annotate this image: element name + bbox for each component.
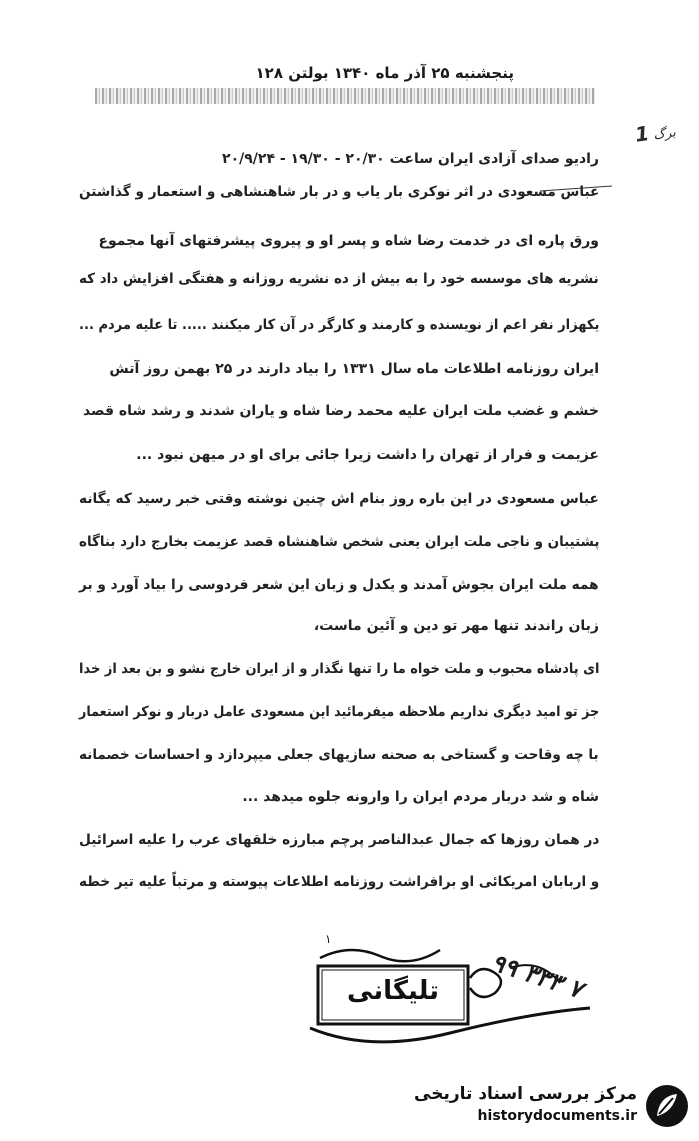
body-line: یکهزار نفر اعم از نویسنده و کارمند و کارگر در آن کار میکنند ..... تا علیه مردم ... (78, 317, 599, 333)
body-line: پشتیبان و ناجی ملت ایران یعنی شخص شاهنشاه قصد عزیمت بخارج دارد بناگاه (78, 534, 599, 550)
body-line: ای پادشاه محبوب و ملت خواه ما را تنها نگذار و از ایران خارج نشو و بن بعد از خدا (78, 661, 599, 677)
body-line: ایران روزنامه اطلاعات ماه سال ۱۳۳۱ را بیاد دارند در ۲۵ بهمن روز آتش (109, 361, 599, 377)
page-mark-number: 1 (633, 120, 651, 147)
body-line: و اربابان امریکائی او برافراشت روزنامه اطلاعات پیوسته و مرتباً علیه تیر خطه (78, 874, 599, 890)
body-line: جز تو امید دیگری نداریم ملاحظه میفرمائید این مسعودی عامل دربار و نوکر استعمار (78, 704, 599, 720)
logo-url[interactable]: historydocuments.ir (477, 1108, 637, 1124)
archive-leaf-icon (643, 1082, 691, 1134)
body-line: همه ملت ایران بجوش آمدند و یکدل و زبان این شعر فردوسی را بیاد آورد و بر (79, 577, 599, 593)
small-number-mark: ۱ (325, 932, 332, 946)
body-line: عباس مسعودی در اثر نوکری بار یاب و در بار شاهنشاهی و استعمار و گذاشتن (78, 184, 599, 200)
archive-logo (405, 1080, 695, 1140)
body-line: با چه وقاحت و گستاخی به صحنه سازیهای جعلی میپردازد و احساسات خصمانه (79, 747, 599, 763)
body-line: عزیمت و فرار از تهران را داشت زیرا جائی برای او در میهن نبود ... (136, 447, 599, 463)
logo-title: مرکز بررسی اسناد تاریخی (414, 1084, 637, 1104)
body-line: رادیو صدای آزادی ایران ساعت ۲۰/۳۰ - ۱۹/۳۰ - ۲۰/۹/۲۴ (222, 151, 599, 167)
body-line: شاه و شد دربار مردم ایران را وارونه جلوه میدهد ... (242, 789, 599, 805)
body-line: خشم و غضب ملت ایران علیه محمد رضا شاه و یاران شدند و رشد شاه قصد (82, 403, 599, 419)
page-mark-label: برگ (652, 125, 677, 144)
body-line: ورق پاره ای در خدمت رضا شاه و پسر او و پیروی پیشرفتهای آنها مجموع (98, 233, 599, 249)
page-mark (634, 117, 677, 146)
body-line: زبان راندند تنها مهر تو دین و آئین ماست، (313, 618, 599, 634)
signature-stamp (290, 938, 620, 1062)
document-header: پنجشنبه ۲۵ آذر ماه ۱۳۴۰ بولتن ۱۲۸ (255, 64, 514, 82)
handwritten-number: ۹۹ ۳۳۳ ۷ (487, 948, 587, 1004)
body-line: عباس مسعودی در این باره روز بنام اش چنین نوشته وقتی خبر رسید که یگانه (79, 491, 599, 507)
redacted-line (95, 88, 595, 104)
stamp-text: تلیگانی (347, 976, 439, 1006)
body-line: نشریه های موسسه خود را به بیش از ده نشریه روزانه و هفتگی افزایش داد که (79, 271, 599, 287)
body-line: در همان روزها که جمال عبدالناصر پرچم مبارزه خلقهای عرب را علیه اسرائیل (78, 832, 599, 848)
